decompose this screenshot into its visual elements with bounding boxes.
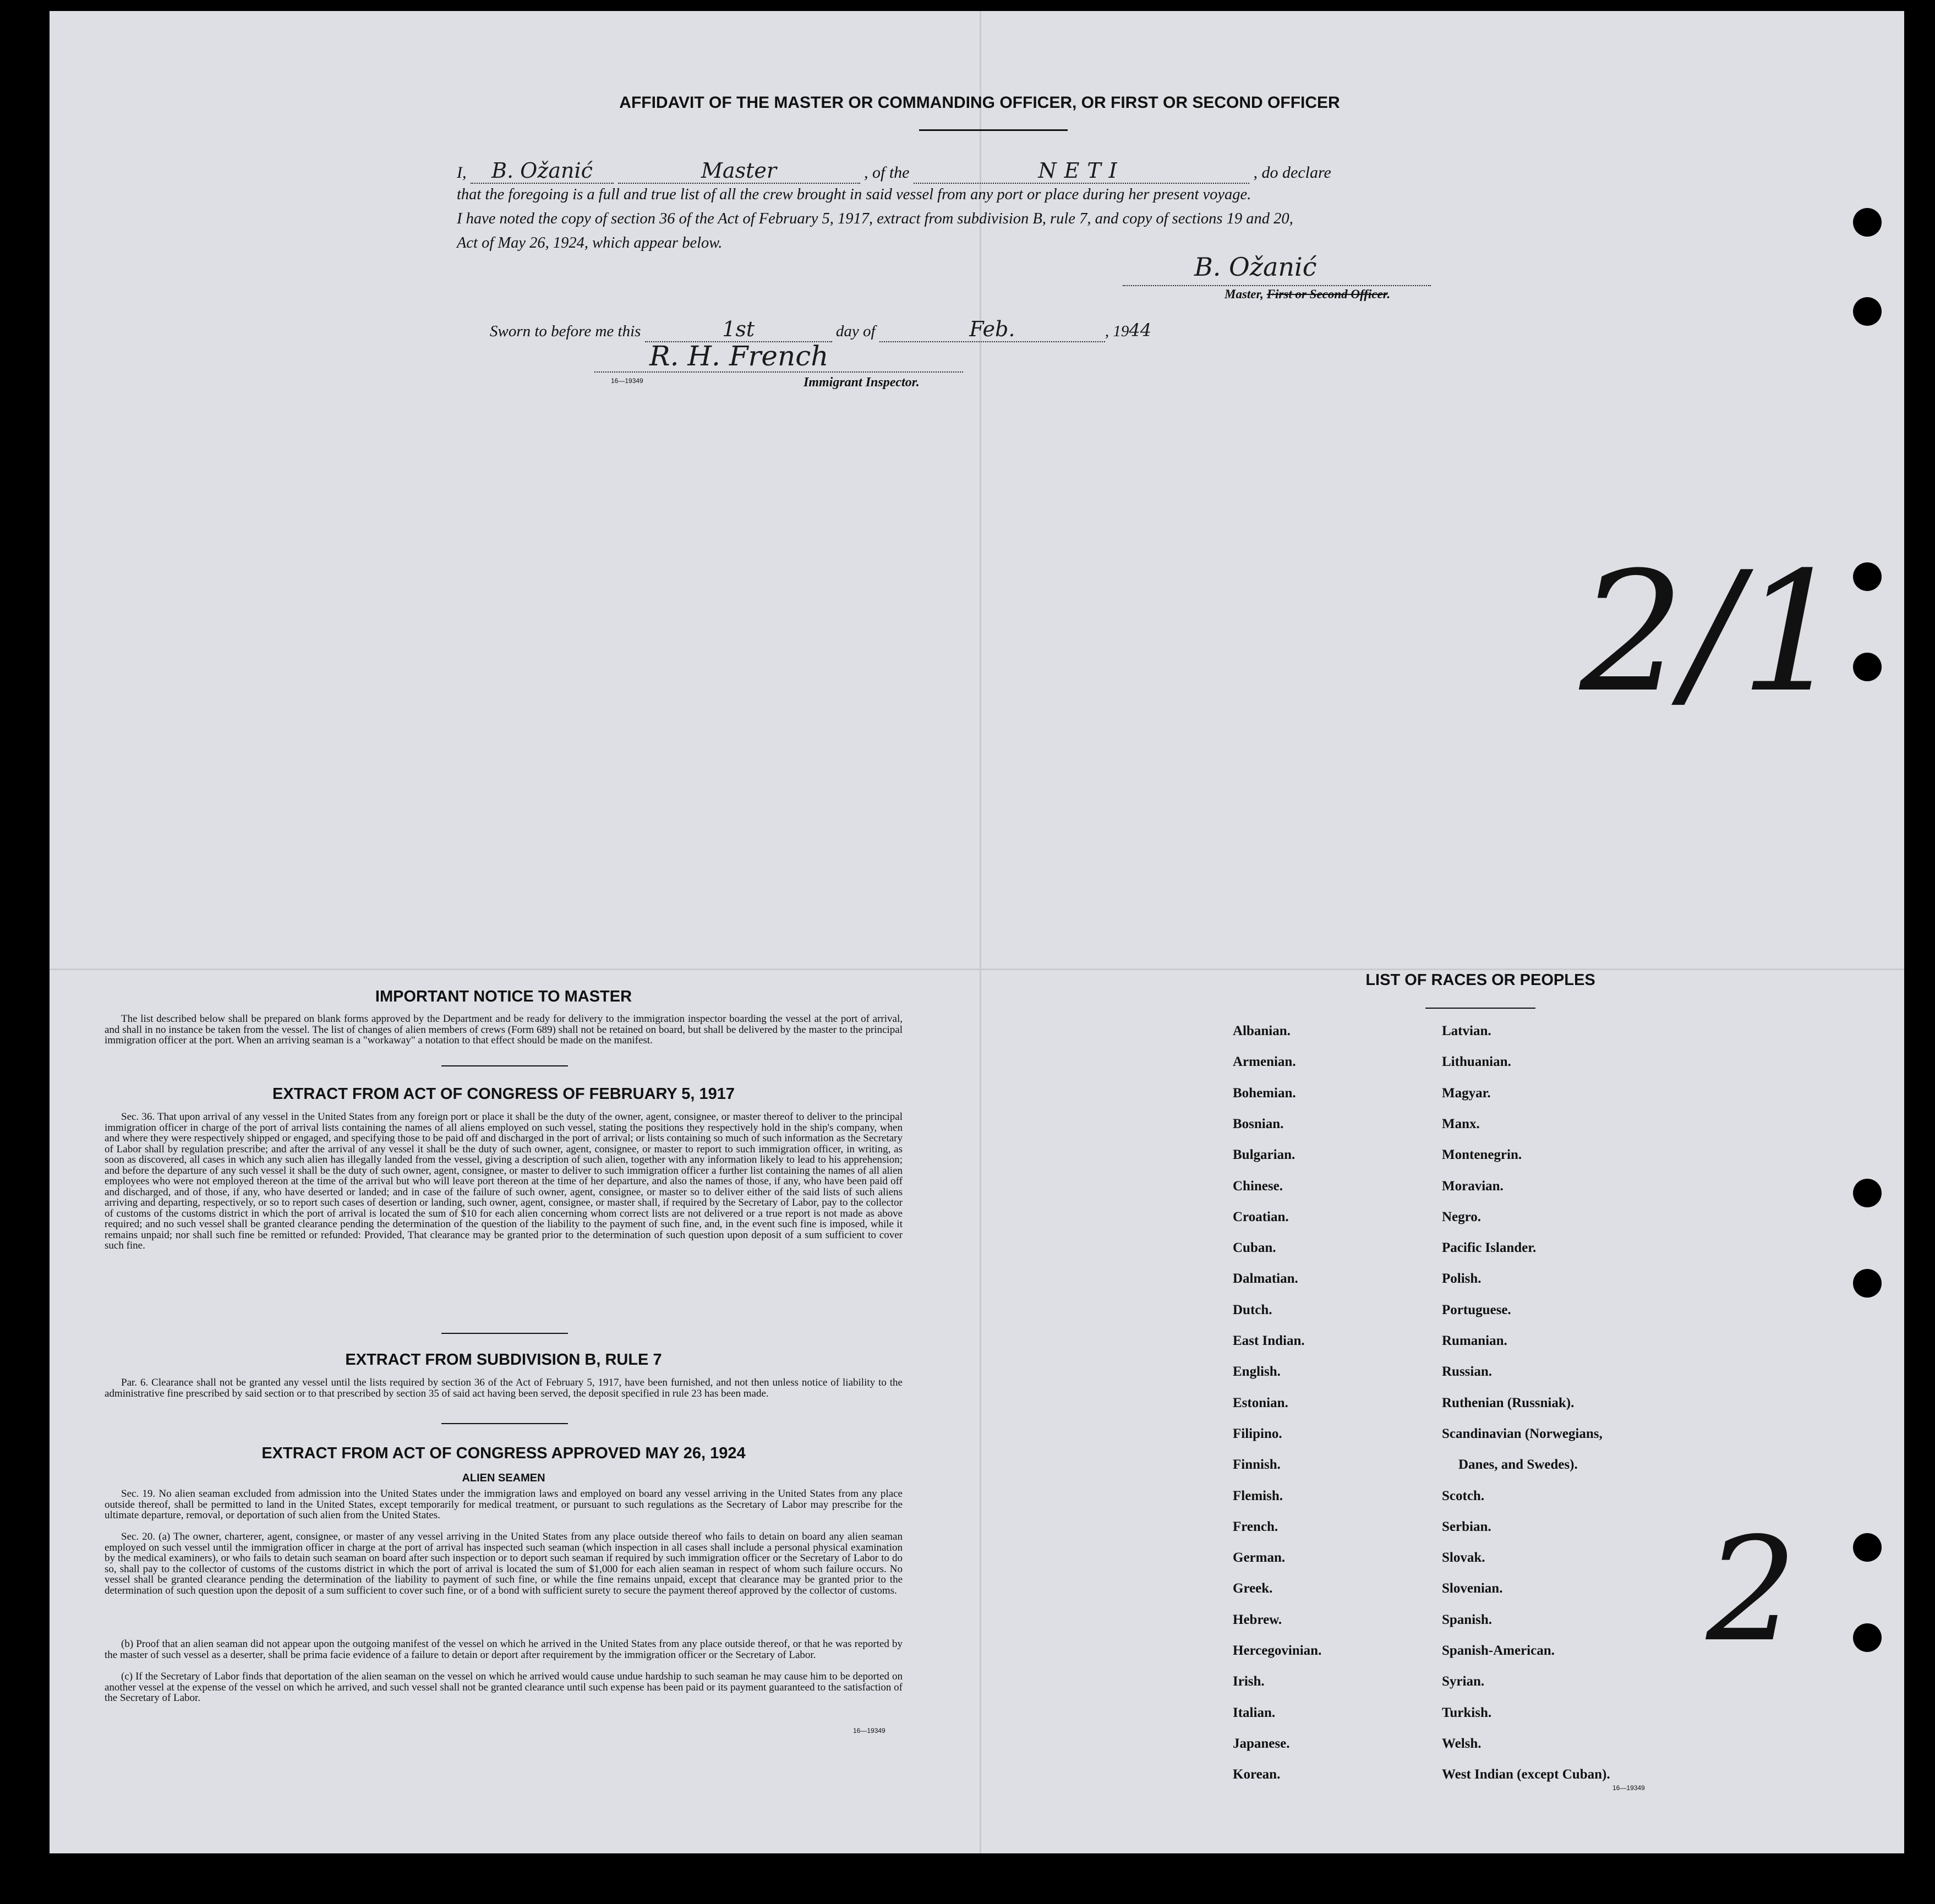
i-label: I, xyxy=(457,163,467,182)
binder-hole xyxy=(1853,1179,1882,1207)
race-item: Slovenian. xyxy=(1442,1581,1503,1596)
extract-1917-text: Sec. 36. That upon arrival of any vessel in the United States from any foreign port or place it shall be the duty of the owner, agent, consignee, or master thereof to deliver to the principal immigration officer in charge of the port of arrival lists containing the names of all aliens employed on such vessel, stating the positions they respectively hold in the ship's company, when and where they were respectively shipped or engaged, and specifying those to be paid off and discharged in the port of arrival; or lists containing so much of such information as the Secretary of Labor shall by regulation prescribe; and after the arrival of any vessel it shall be the duty of such owner, agent, consignee, or master to report to such immigration officer, in writing, as soon as discovered, all cases in which any such alien has illegally landed from the vessel, giving a description of such alien, together with any information likely to lead to his apprehension; and before the departure of any such vessel it shall be the duty of such owner, agent, consignee, or master to deliver to such immigration officer a further list containing the names of all alien employees who were not employed thereon at the time of the arrival but who will leave port thereon at the time of her departure, and also the names of those, if any, who have been paid off and discharged, and of those, if any, who have deserted or landed; and in case of the failure of such owner, agent, consignee, or master so to deliver either of the said lists of such aliens arriving and departing, respectively, or so to report such cases of desertion or landing, such owner, agent, consignee, or master shall, if required by the Secretary of Labor, pay to the collector of customs of the customs district in which the port of arrival is located the sum of $10 for each alien concerning whom correct lists are not delivered or a true report is not made as above required; and no such vessel shall be granted clearance pending the determination of the question of the liability to the payment of such fine, and, in the event such fine is imposed, while it remains unpaid; nor shall such fine be remitted or refunded: Provided, That clearance may be granted prior to the determination of such question upon deposit of a sum sufficient to cover such fine. xyxy=(105,1111,903,1251)
extract-1924-title: EXTRACT FROM ACT OF CONGRESS APPROVED MAY 26, 1924 xyxy=(261,1445,746,1462)
race-item: Spanish. xyxy=(1442,1612,1493,1627)
caption-master: Master, xyxy=(1225,287,1267,301)
signature-caption xyxy=(1225,287,1390,302)
race-item: Spanish-American. xyxy=(1442,1643,1555,1658)
binder-hole xyxy=(1853,297,1882,326)
extract-1924-sec20a: Sec. 20. (a) The owner, charterer, agent, consignee, or master of any vessel arriving in the United States from any place outside thereof who fails to detain on board any alien seaman employed on such vessel until the immigration officer in charge at the port of arrival has inspected such seaman (which inspection in all cases shall include a personal physical examination by the medical examiners), or who fails to detain such seaman on board after such inspection or to deport such seaman if required by such immigration officer or the Secretary of Labor to do so, shall pay to the collector of customs of the customs district in which the port of arrival is located the sum of $1,000 for each alien seaman in respect of whom such failure occurs. No vessel shall be granted clearance pending the determination of the liability to payment of such fine, or while the fine remains unpaid, except that clearance may be granted prior to the determination of such question upon the deposit of a sum sufficient to cover such fine, or of a bond with sufficient surety to secure the payment thereof approved by the collector of customs. xyxy=(105,1531,903,1596)
binder-hole xyxy=(1853,208,1882,237)
race-item: Montenegrin. xyxy=(1442,1147,1522,1163)
form-code-bottom-left: 16—19349 xyxy=(853,1727,885,1735)
race-item: Irish. xyxy=(1233,1674,1265,1689)
race-item: Rumanian. xyxy=(1442,1333,1507,1348)
master-rank-handwriting: Master xyxy=(701,158,777,183)
race-item: Danes, and Swedes). xyxy=(1458,1457,1578,1473)
form-code-top: 16—19349 xyxy=(611,377,643,385)
binder-hole xyxy=(1853,653,1882,681)
sworn-month-handwriting: Feb. xyxy=(969,317,1015,341)
do-declare-label: , do declare xyxy=(1253,163,1331,182)
race-item: Chinese. xyxy=(1233,1178,1283,1194)
inspector-caption: Immigrant Inspector. xyxy=(803,375,920,390)
affidavit-line-2: that the foregoing is a full and true list of all the crew brought in said vessel from any port or place during her present voyage. xyxy=(457,186,1251,203)
race-item: Korean. xyxy=(1233,1767,1281,1782)
extract-1924-sec19: Sec. 19. No alien seaman excluded from admission into the United States under the immigration laws and employed on board any vessel arriving in the United States from any place outside thereof, shall be permitted to land in the United States, except temporarily for medical treatment, or pursuant to such regulations as the Secretary of Labor may prescribe for the ultimate departure, removal, or deportation of such alien from the United States. xyxy=(105,1488,903,1521)
divider-1 xyxy=(441,1065,568,1066)
affidavit-title: AFFIDAVIT OF THE MASTER OR COMMANDING OFFICER, OR FIRST OR SECOND OFFICER xyxy=(619,94,1340,112)
document-sheet xyxy=(50,11,1904,1853)
race-item: Armenian. xyxy=(1233,1054,1296,1070)
sworn-month-field xyxy=(879,317,1105,342)
race-item: West Indian (except Cuban). xyxy=(1442,1767,1610,1782)
race-item: Syrian. xyxy=(1442,1674,1485,1689)
inspector-signature: R. H. French xyxy=(649,340,829,372)
affidavit-line-1 xyxy=(457,158,1535,184)
sworn-day-handwriting: 1st xyxy=(722,317,755,341)
extract-1924-sec20b: (b) Proof that an alien seaman did not appear upon the outgoing manifest of the vessel on which he arrived in the United States from any place outside thereof, or that he was reported by the master of such vessel as a deserter, shall be prima facie evidence of a failure to detain or deport after requirement by the immigration officer or the Secretary of Labor. xyxy=(105,1638,903,1661)
race-item: Italian. xyxy=(1233,1705,1276,1720)
day-of-label: day of xyxy=(835,322,876,340)
race-item: Filipino. xyxy=(1233,1426,1282,1441)
caption-struck: First or Second Officer xyxy=(1266,287,1387,301)
extract-1924-subtitle: ALIEN SEAMEN xyxy=(462,1472,545,1484)
race-item: Hebrew. xyxy=(1233,1612,1282,1627)
form-code-bottom-right: 16—19349 xyxy=(1612,1784,1645,1792)
race-item: German. xyxy=(1233,1550,1286,1566)
binder-hole xyxy=(1853,1269,1882,1298)
race-item: Russian. xyxy=(1442,1364,1493,1380)
race-item: Serbian. xyxy=(1442,1519,1491,1534)
divider-3 xyxy=(441,1423,568,1424)
race-item: Lithuanian. xyxy=(1442,1054,1511,1070)
vessel-name-field xyxy=(914,158,1249,184)
race-item: Flemish. xyxy=(1233,1488,1283,1503)
race-item: Moravian. xyxy=(1442,1178,1504,1194)
master-name-field xyxy=(471,158,614,184)
race-item: Albanian. xyxy=(1233,1024,1291,1038)
vessel-name-handwriting: NETI xyxy=(1038,158,1125,183)
race-item: Dutch. xyxy=(1233,1302,1272,1317)
binder-hole xyxy=(1853,562,1882,591)
signature-line xyxy=(1123,285,1431,286)
race-item: Hercegovinian. xyxy=(1233,1643,1322,1658)
races-title: LIST OF RACES OR PEOPLES xyxy=(1365,971,1595,989)
marginal-number-large: 2/1 xyxy=(1579,537,1845,729)
race-item: Ruthenian (Russniak). xyxy=(1442,1395,1575,1410)
year-prefix: , 19 xyxy=(1105,322,1129,340)
race-item: Pacific Islander. xyxy=(1442,1240,1537,1256)
sworn-day-field xyxy=(645,317,832,342)
extract-rule7-title: EXTRACT FROM SUBDIVISION B, RULE 7 xyxy=(345,1351,662,1369)
race-item: Bosnian. xyxy=(1233,1116,1284,1131)
race-item: Estonian. xyxy=(1233,1395,1288,1410)
marginal-number-small: 2 xyxy=(1706,1507,1797,1673)
notice-text: The list described below shall be prepared on blank forms approved by the Department and be ready for delivery to the immigration inspector boarding the vessel at the port of arrival, and shall in no instance be taken from the vessel. The list of changes of alien members of crews (Form 689) shall not be retained on board, but shall be delivered by the master to the principal immigration officer at the port. When an arriving seaman is a "workaway" a notation to that effect should be made on the manifest. xyxy=(105,1013,903,1046)
race-item: Bulgarian. xyxy=(1233,1147,1296,1163)
master-rank-field xyxy=(618,158,860,184)
divider-2 xyxy=(441,1333,568,1334)
of-the-label: , of the xyxy=(864,163,910,182)
notice-title: IMPORTANT NOTICE TO MASTER xyxy=(375,988,632,1005)
race-item: Croatian. xyxy=(1233,1209,1289,1224)
master-signature: B. Ožanić xyxy=(1194,252,1317,282)
binder-hole xyxy=(1853,1533,1882,1562)
binder-hole xyxy=(1853,1623,1882,1652)
race-item: Bohemian. xyxy=(1233,1085,1296,1101)
race-item: Slovak. xyxy=(1442,1550,1485,1566)
sworn-label: Sworn to before me this xyxy=(490,322,641,340)
extract-rule7-text: Par. 6. Clearance shall not be granted any vessel until the lists required by section 36 of the Act of February 5, 1917, have been furnished, and not then unless notice of liability to the administrative fine prescribed by said section or to that prescribed by section 35 of said act having been served, the deposit specified in rule 23 has been made. xyxy=(105,1377,903,1399)
extract-1924-sec20c: (c) If the Secretary of Labor finds that deportation of the alien seaman on the vessel on which he arrived would cause undue hardship to such seaman he may cause him to be deported on another vessel at the expense of the vessel on which he arrived, and such vessel shall not be granted clearance until such expense has been paid or its payment guaranteed to the satisfaction of the Secretary of Labor. xyxy=(105,1671,903,1704)
fold-line-horizontal xyxy=(50,969,1904,970)
race-item: English. xyxy=(1233,1364,1281,1380)
race-item: Greek. xyxy=(1233,1581,1273,1596)
race-item: Portuguese. xyxy=(1442,1302,1511,1317)
race-item: French. xyxy=(1233,1519,1278,1534)
caption-end: . xyxy=(1387,287,1391,301)
race-item: Manx. xyxy=(1442,1116,1480,1131)
year-handwriting: 44 xyxy=(1129,320,1152,341)
extract-1917-title: EXTRACT FROM ACT OF CONGRESS OF FEBRUARY 5, 1917 xyxy=(272,1085,735,1103)
race-item: Japanese. xyxy=(1233,1736,1290,1751)
race-item: Scandinavian (Norwegians, xyxy=(1442,1426,1603,1441)
sworn-line xyxy=(490,317,1315,342)
race-item: East Indian. xyxy=(1233,1333,1305,1348)
races-divider xyxy=(1425,1008,1535,1009)
race-item: Dalmatian. xyxy=(1233,1271,1298,1287)
race-item: Finnish. xyxy=(1233,1457,1281,1473)
race-item: Turkish. xyxy=(1442,1705,1492,1720)
race-item: Scotch. xyxy=(1442,1488,1485,1503)
fold-line-vertical xyxy=(980,11,981,1853)
race-item: Negro. xyxy=(1442,1209,1482,1224)
race-item: Welsh. xyxy=(1442,1736,1482,1751)
title-divider xyxy=(919,129,1068,131)
race-item: Polish. xyxy=(1442,1271,1482,1287)
master-name-handwriting: B. Ožanić xyxy=(491,158,593,183)
affidavit-line-4: Act of May 26, 1924, which appear below. xyxy=(457,234,723,251)
affidavit-line-3: I have noted the copy of section 36 of the Act of February 5, 1917, extract from subdivision B, rule 7, and copy of sections 19 and 20, xyxy=(457,210,1293,227)
race-item: Magyar. xyxy=(1442,1085,1491,1101)
race-item: Cuban. xyxy=(1233,1240,1276,1256)
race-item: Latvian. xyxy=(1442,1024,1491,1038)
inspector-signature-line xyxy=(594,371,963,373)
